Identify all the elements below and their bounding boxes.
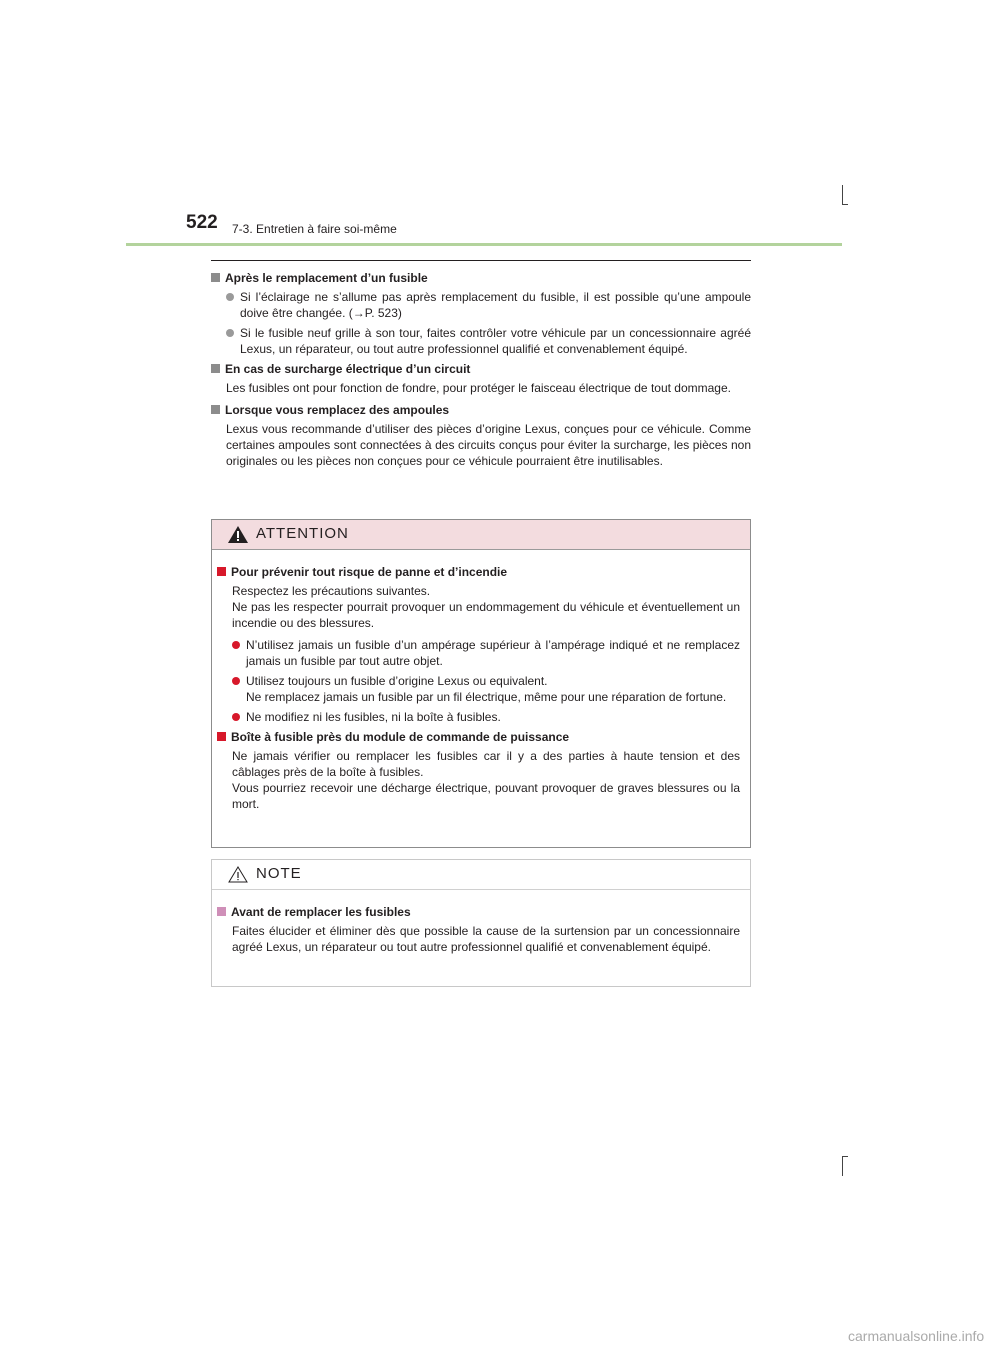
note-header xyxy=(212,860,750,890)
paragraph: Ne jamais vérifier ou remplacer les fusibles car il y a des parties à haute tension et des câblages près de la boîte à fusibles. xyxy=(232,749,740,779)
paragraph: Lexus vous recommande d’utiliser des pièces d’origine Lexus, conçues pour ce véhicule. Comme certaines ampoules sont connectées à des circuits conçus pour éviter la surcharge, les pièces non originales ou les pièces non conçues pour ce véhicule pourraient être inutilisables. xyxy=(226,422,751,468)
list-item: Ne modifiez ni les fusibles, ni la boîte à fusibles. xyxy=(217,709,740,725)
crop-mark xyxy=(842,185,843,205)
square-bullet-icon xyxy=(211,273,220,282)
note-body xyxy=(212,890,750,971)
list-item: Si l’éclairage ne s’allume pas après remplacement du fusible, il est possible qu’une ampoule doive être changée. (→P. 523) xyxy=(211,289,751,321)
attention-label: ATTENTION xyxy=(256,525,349,542)
circle-bullet-icon xyxy=(232,641,240,649)
main-content xyxy=(211,270,751,475)
crop-mark xyxy=(842,1156,848,1157)
section-heading: Boîte à fusible près du module de commande de puissance xyxy=(217,729,740,745)
attention-header xyxy=(212,520,750,550)
square-bullet-icon xyxy=(217,567,226,576)
square-bullet-icon xyxy=(217,907,226,916)
list-item: Si le fusible neuf grille à son tour, faites contrôler votre véhicule par un concessionnaire agréé Lexus, un réparateur, ou tout autre professionnel qualifié et convenablement équipé. xyxy=(211,325,751,357)
note-box xyxy=(211,859,751,987)
square-bullet-icon xyxy=(217,732,226,741)
footer-watermark: carmanualsonline.info xyxy=(848,1328,984,1344)
header-rule xyxy=(126,243,842,246)
square-bullet-icon xyxy=(211,405,220,414)
content-rule xyxy=(211,260,751,261)
paragraph: Ne pas les respecter pourrait provoquer un endommagement du véhicule et éventuellement un incendie ou des blessures. xyxy=(232,600,740,630)
attention-box xyxy=(211,519,751,848)
circle-bullet-icon xyxy=(226,329,234,337)
caution-outline-icon xyxy=(228,866,248,883)
section-title: 7-3. Entretien à faire soi-même xyxy=(232,222,397,236)
square-bullet-icon xyxy=(211,364,220,373)
section-heading: Avant de remplacer les fusibles xyxy=(217,904,740,920)
section-heading: En cas de surcharge électrique d’un circuit xyxy=(211,361,751,377)
section-heading: Lorsque vous remplacez des ampoules xyxy=(211,402,751,418)
list-item: Utilisez toujours un fusible d’origine Lexus ou equivalent. Ne remplacez jamais un fusible par un fil électrique, même pour une réparation de fortune. xyxy=(217,673,740,705)
circle-bullet-icon xyxy=(226,293,234,301)
page-number: 522 xyxy=(186,212,218,233)
paragraph: Respectez les précautions suivantes. xyxy=(232,584,431,598)
note-label: NOTE xyxy=(256,865,302,882)
attention-body xyxy=(212,550,750,828)
section-heading: Après le remplacement d’un fusible xyxy=(211,270,751,286)
warning-icon xyxy=(228,526,248,543)
circle-bullet-icon xyxy=(232,713,240,721)
paragraph: Les fusibles ont pour fonction de fondre, pour protéger le faisceau électrique de tout dommage. xyxy=(226,381,731,395)
section-heading: Pour prévenir tout risque de panne et d’incendie xyxy=(217,564,740,580)
paragraph: Vous pourriez recevoir une décharge électrique, pouvant provoquer de graves blessures ou la mort. xyxy=(232,781,740,811)
crop-mark xyxy=(842,204,848,205)
crop-mark xyxy=(842,1156,843,1176)
circle-bullet-icon xyxy=(232,677,240,685)
list-item: N’utilisez jamais un fusible d’un ampérage supérieur à l’ampérage indiqué et ne remplacez jamais un fusible par tout autre objet. xyxy=(217,637,740,669)
paragraph: Faites élucider et éliminer dès que possible la cause de la surtension par un concessionnaire agréé Lexus, un réparateur ou tout autre professionnel qualifié et convenablement équipé. xyxy=(232,924,740,954)
